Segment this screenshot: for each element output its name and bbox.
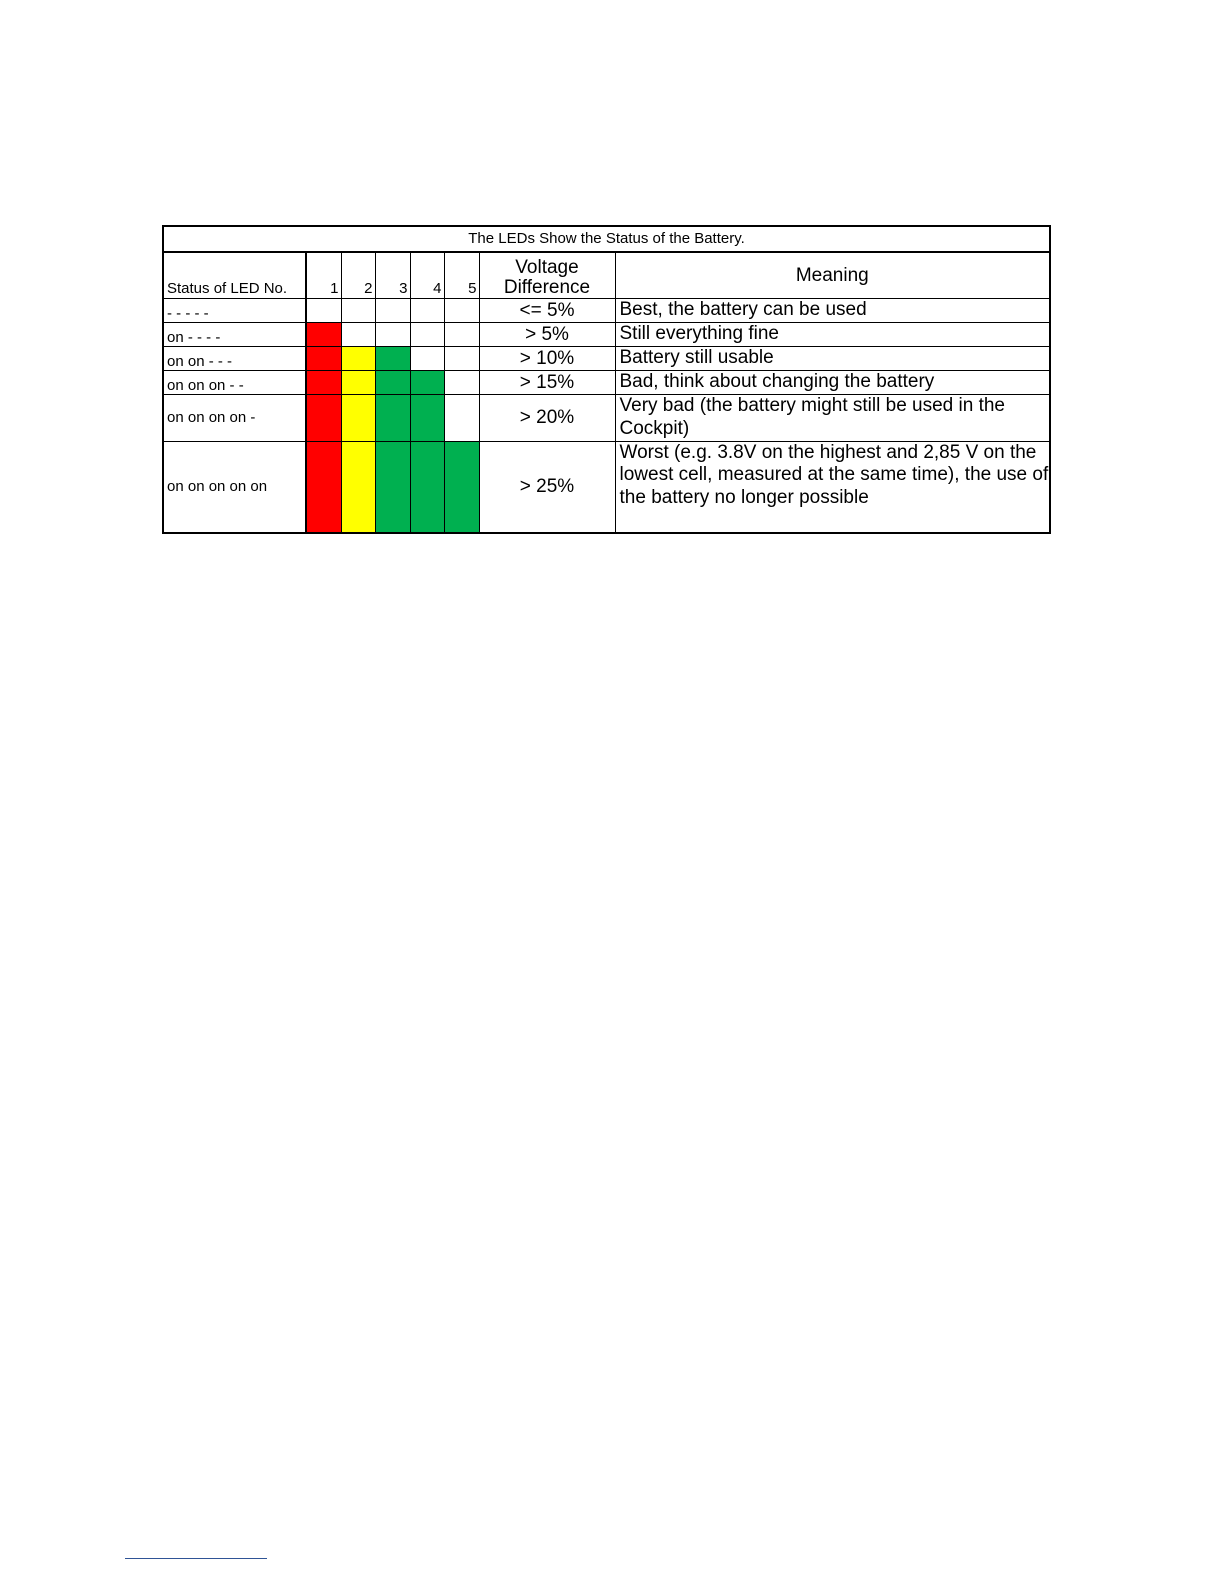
led-cell xyxy=(375,323,410,347)
led-cell xyxy=(444,395,479,442)
led-number-2: 2 xyxy=(341,252,375,299)
led-cell xyxy=(410,323,444,347)
led-cell xyxy=(375,395,410,442)
row-voltage-difference: > 20% xyxy=(479,395,615,442)
row-meaning: Still everything fine xyxy=(615,323,1050,347)
table-row xyxy=(163,323,1050,347)
row-meaning: Best, the battery can be used xyxy=(615,299,1050,323)
led-number-5: 5 xyxy=(444,252,479,299)
row-status: on on on on on xyxy=(163,441,306,533)
led-cell xyxy=(306,371,341,395)
footnote-separator xyxy=(125,1558,267,1559)
row-meaning: Bad, think about changing the battery xyxy=(615,371,1050,395)
row-meaning: Battery still usable xyxy=(615,347,1050,371)
row-status: on - - - - xyxy=(163,323,306,347)
led-cell xyxy=(410,347,444,371)
led-cell xyxy=(444,299,479,323)
meaning-header: Meaning xyxy=(615,252,1050,299)
led-status-table xyxy=(162,225,1051,534)
row-status: on on - - - xyxy=(163,347,306,371)
row-voltage-difference: > 5% xyxy=(479,323,615,347)
row-voltage-difference: <= 5% xyxy=(479,299,615,323)
table-row xyxy=(163,347,1050,371)
led-cell xyxy=(341,395,375,442)
row-status: - - - - - xyxy=(163,299,306,323)
led-cell xyxy=(341,323,375,347)
led-cell xyxy=(375,371,410,395)
led-cell xyxy=(410,299,444,323)
table-row xyxy=(163,371,1050,395)
row-status: on on on - - xyxy=(163,371,306,395)
led-cell xyxy=(375,441,410,533)
led-cell xyxy=(410,441,444,533)
led-cell xyxy=(306,299,341,323)
led-cell xyxy=(444,371,479,395)
led-cell xyxy=(444,323,479,347)
led-cell xyxy=(306,441,341,533)
table-title-row xyxy=(163,226,1050,252)
led-cell xyxy=(341,441,375,533)
led-cell xyxy=(306,323,341,347)
led-cell xyxy=(410,371,444,395)
table-title: The LEDs Show the Status of the Battery. xyxy=(163,226,1050,252)
led-cell xyxy=(410,395,444,442)
row-voltage-difference: > 10% xyxy=(479,347,615,371)
status-header: Status of LED No. xyxy=(163,252,306,299)
table-row xyxy=(163,441,1050,533)
row-meaning: Worst (e.g. 3.8V on the highest and 2,85 V on the lowest cell, measured at the same time), the use of the battery no longer possible xyxy=(615,441,1050,533)
row-voltage-difference: > 15% xyxy=(479,371,615,395)
led-number-1: 1 xyxy=(306,252,341,299)
led-cell xyxy=(444,347,479,371)
led-cell xyxy=(341,299,375,323)
row-status: on on on on - xyxy=(163,395,306,442)
led-cell xyxy=(375,347,410,371)
led-cell xyxy=(341,371,375,395)
row-meaning: Very bad (the battery might still be used in the Cockpit) xyxy=(615,395,1050,442)
table-row xyxy=(163,299,1050,323)
table-row xyxy=(163,395,1050,442)
row-voltage-difference: > 25% xyxy=(479,441,615,533)
led-number-4: 4 xyxy=(410,252,444,299)
led-number-3: 3 xyxy=(375,252,410,299)
led-cell xyxy=(341,347,375,371)
led-cell xyxy=(306,347,341,371)
led-cell xyxy=(306,395,341,442)
table-header-row xyxy=(163,252,1050,299)
voltage-difference-header: Voltage Difference xyxy=(479,252,615,299)
led-cell xyxy=(375,299,410,323)
led-cell xyxy=(444,441,479,533)
